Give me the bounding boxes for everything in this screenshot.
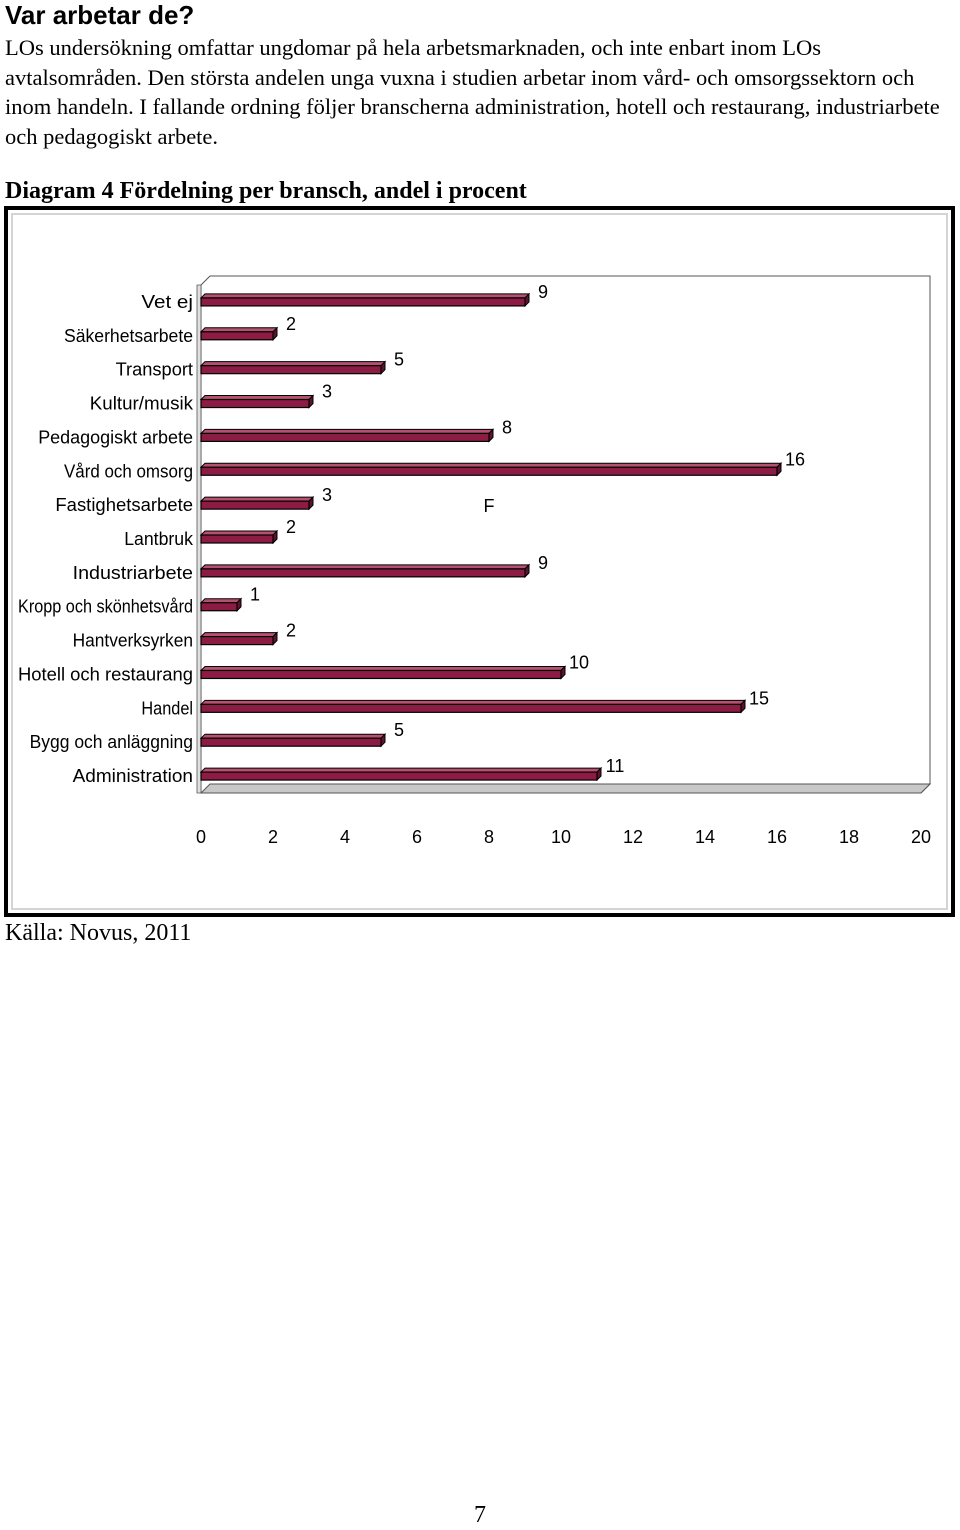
category-label: Lantbruk (124, 529, 194, 549)
data-label: 2 (285, 517, 297, 537)
x-tick-label: 10 (550, 827, 572, 847)
category-label: Handel (141, 698, 193, 719)
bar (201, 772, 597, 780)
bar (201, 670, 561, 678)
data-label: 9 (537, 281, 549, 302)
x-tick-label: 20 (910, 827, 932, 847)
x-tick-label: 8 (483, 827, 495, 847)
bar-group (201, 666, 565, 678)
bar (201, 467, 777, 475)
x-tick-label: 6 (411, 827, 423, 847)
data-label: 11 (605, 756, 625, 777)
bar-group (201, 768, 601, 780)
x-tick-label: 2 (267, 827, 279, 847)
category-label: Pedagogiskt arbete (38, 427, 194, 448)
data-label: 1 (249, 584, 261, 605)
bar-chart (8, 210, 951, 913)
category-label: Industriarbete (72, 562, 193, 583)
chart-caption: Diagram 4 Fördelning per bransch, andel i procent (5, 178, 527, 204)
category-label: Säkerhetsarbete (64, 325, 193, 346)
data-label: 5 (393, 349, 405, 370)
bar (201, 738, 381, 746)
category-label: Bygg och anläggning (29, 732, 193, 753)
data-label: 2 (285, 313, 297, 334)
plot-side-wall (197, 285, 201, 793)
bar (201, 637, 273, 645)
category-label: Vård och omsorg (64, 461, 193, 482)
bar-group (201, 497, 313, 509)
bar (201, 704, 741, 712)
bar-group (201, 328, 277, 340)
category-label: Kropp och skönhetsvård (18, 596, 193, 617)
data-label: 10 (568, 652, 590, 673)
x-tick-label: 0 (195, 827, 207, 847)
bar (201, 400, 309, 408)
category-label: Hotell och restaurang (18, 664, 193, 685)
bar (201, 501, 309, 509)
bar (201, 332, 273, 340)
bar-top (201, 429, 493, 433)
bar-group (201, 531, 277, 543)
bar-group (201, 734, 385, 746)
category-label: Transport (115, 359, 193, 380)
bar-top (201, 396, 313, 400)
bar (201, 569, 525, 577)
bar-top (201, 633, 277, 637)
data-label: 15 (748, 688, 770, 709)
data-label: 3 (321, 381, 333, 402)
bar-top (201, 497, 313, 501)
bar (201, 433, 489, 441)
category-label: Vet ej (141, 291, 193, 312)
source-note: Källa: Novus, 2011 (5, 920, 192, 946)
bar-group (201, 463, 781, 475)
x-tick-label: 16 (766, 827, 788, 847)
bar-top (201, 463, 781, 467)
x-tick-label: 18 (838, 827, 860, 847)
category-label: Fastighetsarbete (55, 495, 193, 516)
bar-top (201, 328, 277, 332)
bar (201, 603, 237, 611)
x-tick-label: 14 (694, 827, 716, 847)
data-label: 9 (537, 552, 549, 573)
bar (201, 298, 525, 306)
chart-annotation: F (483, 496, 495, 517)
bar-group (201, 599, 241, 611)
category-label: Administration (72, 766, 193, 787)
section-heading: Var arbetar de? (5, 0, 195, 30)
bar-group (201, 396, 313, 408)
data-label: 8 (501, 417, 513, 438)
bar-group (201, 700, 745, 712)
data-label: 3 (321, 485, 333, 506)
bar (201, 535, 273, 543)
plot-floor (201, 784, 930, 793)
bar-group (201, 565, 529, 577)
data-label: 2 (285, 620, 297, 641)
bar-group (201, 362, 385, 374)
x-tick-label: 12 (622, 827, 644, 847)
category-label: Hantverksyrken (72, 630, 193, 651)
intro-paragraph: LOs undersökning omfattar ungdomar på hela arbetsmarknaden, och inte enbart inom LOs avtalsområden. Den största andelen unga vuxna i studien arbetar inom vård- och omsorgssektorn och inom handeln. I fallande ordning följer branscherna administration, hotell och restaurang, industriarbete och pedagogiskt arbete. (5, 35, 940, 149)
chart-frame (4, 206, 955, 917)
x-tick-label: 4 (339, 827, 351, 847)
page-number: 7 (474, 1502, 486, 1528)
bar-group (201, 429, 493, 441)
bar-group (201, 294, 529, 306)
data-label: 16 (784, 449, 806, 470)
data-label: 5 (393, 720, 405, 741)
bar-group (201, 633, 277, 645)
category-label: Kultur/musik (89, 393, 195, 414)
plot-area (201, 276, 930, 793)
bar (201, 366, 381, 374)
